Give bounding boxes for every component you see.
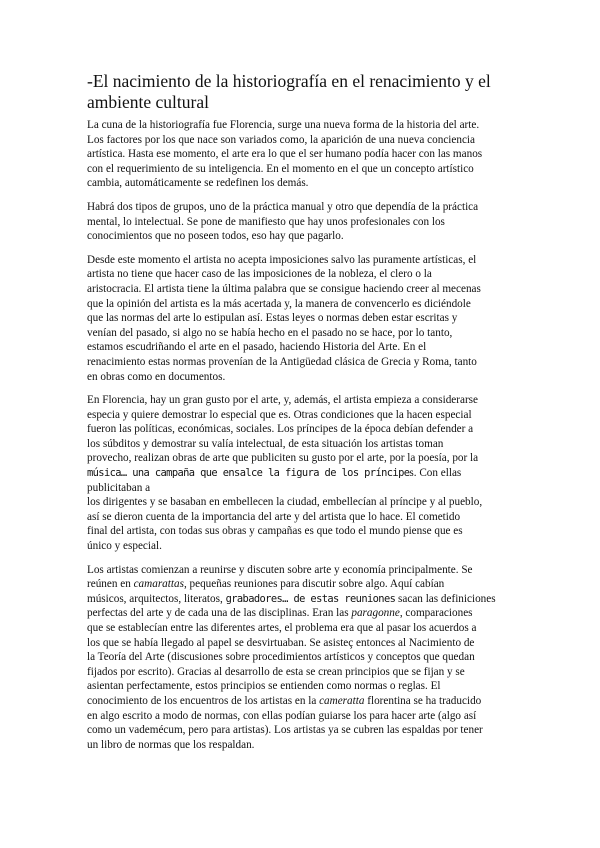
paragraph-5-italic-camarattas: camarattas	[133, 578, 184, 591]
paragraph-5-text-a: Los artistas comienzan a reunirse y discuten sobre arte y economía principalmente. Se reúnen en	[87, 563, 473, 591]
paragraph-5-text-e: florentina se ha traducido en algo escrito a modo de normas, con ellas podían guiarse los para hacer arte (algo así como un vademécum, pero para artistas). Los artistas ya se cubren las espaldas por tener un libro de normas que los respaldan.	[87, 694, 483, 751]
paragraph-4-handwritten-text: música… una campaña que ensalce la figura de los príncipe	[87, 467, 410, 480]
paragraph-2: Habrá dos tipos de grupos, uno de la práctica manual y otro que dependía de la práctica mental, lo intelectual. Se pone de manifiesto que hay unos profesionales con los conocimientos que no poseen todos, eso hay que pagarlo.	[87, 200, 479, 243]
paragraph-5-italic-paragonne: paragonne	[351, 607, 400, 620]
paragraph-5-text-b: , pequeñas reuniones para discutir sobre algo. Aquí cabían músicos, arquitectos, literatos,	[87, 578, 445, 605]
document-body	[87, 118, 515, 761]
paragraph-3: Desde este momento el artista no acepta imposiciones salvo las puramente artísticas, el artista no tiene que hacer caso de las imposiciones de la nobleza, el clero o la aristocracia. El artista tiene la última palabra que se consigue haciendo creer al mecenas que la opinión del artista es la más acertada y, la manera de convencerlo es diciéndole que las normas del arte lo estipulan así. Estas leyes o normas deben estar escritas y venían del pasado, si algo no se había hecho en el pasado no se hace, por lo tanto, estamos escudriñando el arte en el pasado, haciendo Historia del Arte. En el renacimiento estas normas provenían de la Antigüedad clásica de Grecia y Roma, tanto en obras como en documentos.	[87, 253, 481, 383]
document-title: -El nacimiento de la historiografía en el renacimiento y el ambiente cultural	[87, 71, 491, 112]
paragraph-5	[87, 563, 515, 753]
paragraph-5-italic-cameratta: cameratta	[319, 694, 368, 707]
paragraph-1: La cuna de la historiografía fue Florencia, surge una nueva forma de la historia del arte. Los factores por los que nace son variados como, la aparición de una nueva conciencia artística. Hasta ese momento, el arte era lo que el ser humano podía hacer con las manos con el requerimiento de su inteligencia. En el momento en el que un concepto artístico cambia, automáticamente se redefinen los demás.	[87, 119, 483, 190]
paragraph-4	[87, 393, 515, 554]
paragraph-4-text-a: En Florencia, hay un gran gusto por el arte, y, además, el artista empieza a considerarse especia y quiere demostrar lo especial que es. Otras condiciones que la hacen especial fueron las políticas, económicas, sociales. Los príncipes de la época debían defender a los súbditos y demostrar su valía intelectual, de esta situación los artistas toman provecho, realizan obras de arte que publiciten su gusto por el arte, por la poesía, por la	[87, 394, 479, 465]
paragraph-5-text-d: , comparaciones que se establecían entre las diferentes artes, el problema era que al pasar los acuerdos a los que se había llegado al papel se desvirtuaban. Se asisteç entonces al Nacimiento de la Teoría del Arte (discusiones sobre procedimientos artísticos y conceptos que quedan fijados por escrito). Gracias al desarrollo de esta se crean principios que se fijan y se asientan perfectamente, estos principios se entienden como normas o reglas. El conocimiento de los encuentros de los artistas en la	[87, 607, 477, 707]
paragraph-5-handwritten-text: grabadores… de estas reuniones	[225, 592, 396, 605]
paragraph-5-text-c: sacan las definiciones perfectas del arte y de cada una de las disciplinas. Eran las	[87, 592, 496, 620]
paragraph-4-text-b: s. Con ellas publicitaban a los dirigentes y se basaban en embellecen la ciudad, embellecían al príncipe y al pueblo, así se dieron cuenta de la importancia del arte y del artista que lo hace. El cometido final del artista, con todas sus obras y campañas es que todo el mundo piense que es único y especial.	[87, 467, 483, 553]
